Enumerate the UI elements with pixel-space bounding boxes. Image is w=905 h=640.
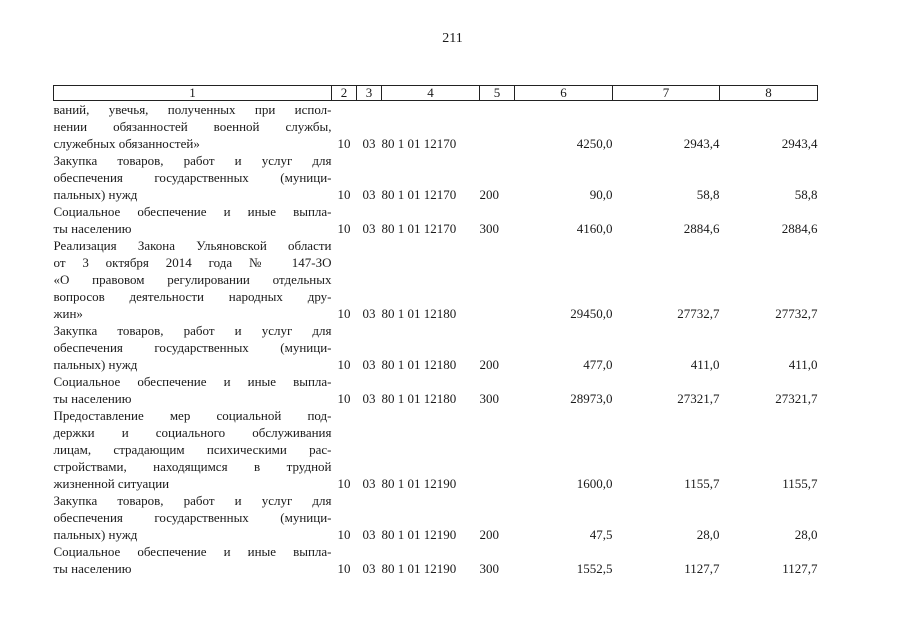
row-description [54, 373, 332, 407]
description-line: Социальное обеспечение и иные выпла- [53, 374, 332, 389]
total-amount: 2943,4 [781, 136, 818, 151]
description-line: ваний, увечья, полученных при испол- [53, 102, 332, 117]
total-amount: 27732,7 [775, 306, 818, 321]
target-article-code: 80 1 01 12180 [381, 357, 457, 372]
section-code: 10 [337, 221, 351, 236]
row-description [54, 543, 332, 577]
table-row [54, 407, 818, 492]
expense-type-code [480, 237, 515, 322]
row-description [54, 152, 332, 203]
subsection-code: 03 [362, 136, 376, 151]
expense-type-code: 300 [479, 561, 499, 576]
description-line: обеспечения государственных (муници- [53, 510, 332, 525]
target-article-code: 80 1 01 12190 [381, 476, 457, 491]
target-article-code: 80 1 01 12170 [381, 187, 457, 202]
description-line: Социальное обеспечение и иные выпла- [53, 544, 332, 559]
total-amount: 1127,7 [782, 561, 818, 576]
planned-amount: 28973,0 [570, 391, 613, 406]
target-article-code: 80 1 01 12180 [381, 306, 457, 321]
description-line: стройствами, находящимся в трудной [53, 459, 332, 474]
description-line: Закупка товаров, работ и услуг для [53, 323, 332, 338]
col-header-4: 4 [382, 86, 480, 101]
col-header-2: 2 [332, 86, 357, 101]
description-line: Предоставление мер социальной под- [53, 408, 332, 423]
expense-type-code [480, 407, 515, 492]
col-header-8: 8 [720, 86, 818, 101]
description-line: пальных) нужд [53, 357, 138, 372]
planned-amount: 4250,0 [576, 136, 613, 151]
executed-amount: 1127,7 [684, 561, 720, 576]
section-code: 10 [337, 136, 351, 151]
description-line: Социальное обеспечение и иные выпла- [53, 204, 332, 219]
expense-type-code: 300 [479, 391, 499, 406]
section-code: 10 [337, 357, 351, 372]
description-line: ты населению [53, 561, 132, 576]
description-line: держки и социального обслуживания [53, 425, 332, 440]
col-header-6: 6 [515, 86, 613, 101]
col-header-1: 1 [54, 86, 332, 101]
description-line: вопросов деятельности народных дру- [53, 289, 332, 304]
subsection-code: 03 [362, 187, 376, 202]
section-code: 10 [337, 561, 351, 576]
executed-amount: 2943,4 [683, 136, 720, 151]
section-code: 10 [337, 306, 351, 321]
planned-amount: 1600,0 [576, 476, 613, 491]
col-header-3: 3 [357, 86, 382, 101]
description-line: ты населению [53, 221, 132, 236]
expense-type-code: 300 [479, 221, 499, 236]
executed-amount: 411,0 [690, 357, 720, 372]
header-row [54, 86, 818, 101]
target-article-code: 80 1 01 12190 [381, 527, 457, 542]
table-row [54, 322, 818, 373]
table-body [54, 101, 818, 578]
row-description [54, 322, 332, 373]
description-line: ты населению [53, 391, 132, 406]
description-line: обеспечения государственных (муници- [53, 340, 332, 355]
total-amount: 1155,7 [782, 476, 818, 491]
subsection-code: 03 [362, 391, 376, 406]
expense-type-code: 200 [479, 527, 499, 542]
subsection-code: 03 [362, 476, 376, 491]
target-article-code: 80 1 01 12190 [381, 561, 457, 576]
row-description [54, 203, 332, 237]
table-row [54, 101, 818, 153]
col-header-5: 5 [480, 86, 515, 101]
planned-amount: 29450,0 [570, 306, 613, 321]
row-description [54, 407, 332, 492]
expense-type-code: 200 [479, 187, 499, 202]
planned-amount: 47,5 [589, 527, 613, 542]
planned-amount: 90,0 [589, 187, 613, 202]
table-row [54, 492, 818, 543]
expense-type-code [480, 101, 515, 153]
description-line: служебных обязанностей» [53, 136, 200, 151]
total-amount: 2884,6 [781, 221, 818, 236]
executed-amount: 2884,6 [683, 221, 720, 236]
description-line: от 3 октября 2014 года № 147-ЗО [53, 255, 332, 270]
section-code: 10 [337, 527, 351, 542]
executed-amount: 58,8 [696, 187, 720, 202]
total-amount: 58,8 [794, 187, 818, 202]
planned-amount: 477,0 [583, 357, 613, 372]
planned-amount: 1552,5 [576, 561, 613, 576]
description-line: «О правовом регулировании отдельных [53, 272, 332, 287]
description-line: нении обязанностей военной службы, [53, 119, 332, 134]
row-description [54, 237, 332, 322]
table-row [54, 373, 818, 407]
col-header-7: 7 [613, 86, 720, 101]
budget-table [53, 85, 818, 577]
row-description [54, 101, 332, 153]
description-line: Закупка товаров, работ и услуг для [53, 493, 332, 508]
description-line: обеспечения государственных (муници- [53, 170, 332, 185]
table-row [54, 203, 818, 237]
subsection-code: 03 [362, 527, 376, 542]
subsection-code: 03 [362, 561, 376, 576]
page-number: 211 [442, 31, 463, 46]
description-line: жин» [53, 306, 83, 321]
subsection-code: 03 [362, 357, 376, 372]
table-row [54, 152, 818, 203]
table-row [54, 543, 818, 577]
executed-amount: 28,0 [696, 527, 720, 542]
executed-amount: 27732,7 [677, 306, 720, 321]
executed-amount: 1155,7 [684, 476, 720, 491]
description-line: Реализация Закона Ульяновской области [53, 238, 332, 253]
target-article-code: 80 1 01 12180 [381, 391, 457, 406]
planned-amount: 4160,0 [576, 221, 613, 236]
description-line: лицам, страдающим психическими рас- [53, 442, 332, 457]
section-code: 10 [337, 391, 351, 406]
executed-amount: 27321,7 [677, 391, 720, 406]
description-line: жизненной ситуации [53, 476, 170, 491]
total-amount: 27321,7 [775, 391, 818, 406]
table-row [54, 237, 818, 322]
section-code: 10 [337, 187, 351, 202]
description-line: пальных) нужд [53, 187, 138, 202]
description-line: Закупка товаров, работ и услуг для [53, 153, 332, 168]
row-description [54, 492, 332, 543]
total-amount: 411,0 [788, 357, 818, 372]
target-article-code: 80 1 01 12170 [381, 136, 457, 151]
total-amount: 28,0 [794, 527, 818, 542]
description-line: пальных) нужд [53, 527, 138, 542]
subsection-code: 03 [362, 221, 376, 236]
target-article-code: 80 1 01 12170 [381, 221, 457, 236]
subsection-code: 03 [362, 306, 376, 321]
expense-type-code: 200 [479, 357, 499, 372]
section-code: 10 [337, 476, 351, 491]
